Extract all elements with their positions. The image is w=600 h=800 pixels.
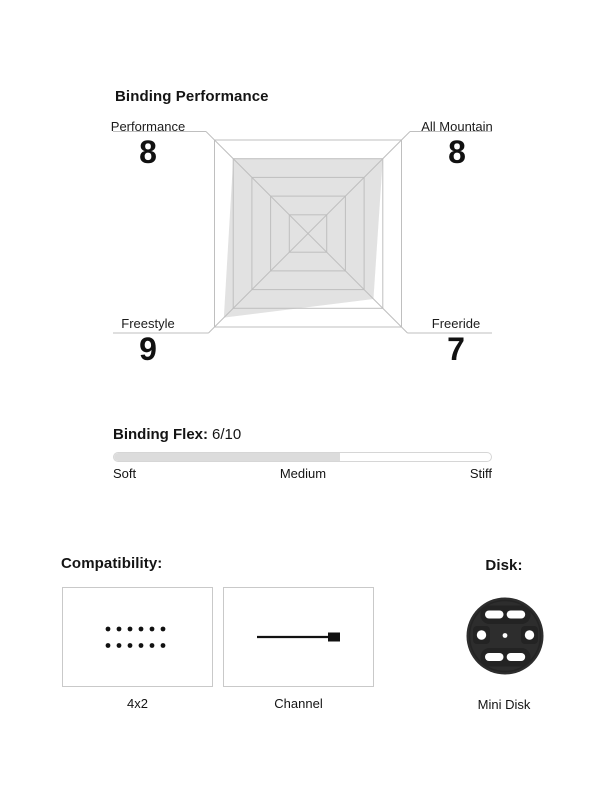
axis-label-freeride: Freeride	[431, 316, 481, 331]
flex-bar-fill	[114, 453, 340, 461]
axis-value-all-mountain: 8	[448, 134, 466, 170]
compat-label-4x2: 4x2	[127, 696, 148, 711]
radar-title: Binding Performance	[115, 88, 269, 105]
axis-label-freestyle: Freestyle	[121, 316, 175, 331]
compat-option-4x2	[62, 587, 213, 687]
axis-value-performance: 8	[139, 134, 157, 170]
flex-scale-medium: Medium	[279, 466, 327, 481]
flex-heading-label: Binding Flex:	[113, 426, 208, 443]
disk-label: Mini Disk	[477, 697, 531, 712]
4x2-dots-pattern-icon	[105, 623, 171, 652]
axis-top-left	[58, 119, 238, 169]
disk-heading: Disk:	[485, 557, 523, 574]
compat-label-channel: Channel	[274, 696, 323, 711]
axis-label-all-mountain: All Mountain	[421, 119, 493, 134]
flex-scale-soft: Soft	[113, 466, 137, 481]
axis-label-performance: Performance	[110, 119, 186, 134]
axis-bottom-left	[58, 316, 238, 366]
flex-scale	[113, 466, 492, 481]
axis-top-right	[367, 119, 547, 169]
flex-heading-value: 6/10	[212, 426, 242, 443]
flex-heading	[113, 427, 241, 443]
axis-bottom-right	[366, 316, 546, 366]
flex-scale-stiff: Stiff	[469, 466, 492, 481]
channel-slot-icon	[257, 631, 340, 643]
axis-value-freestyle: 9	[139, 331, 157, 367]
flex-bar-track	[113, 452, 492, 462]
compatibility-heading: Compatibility:	[61, 555, 163, 572]
mini-disk-icon	[466, 597, 544, 675]
axis-value-freeride: 7	[447, 331, 465, 367]
compat-option-channel	[223, 587, 374, 687]
